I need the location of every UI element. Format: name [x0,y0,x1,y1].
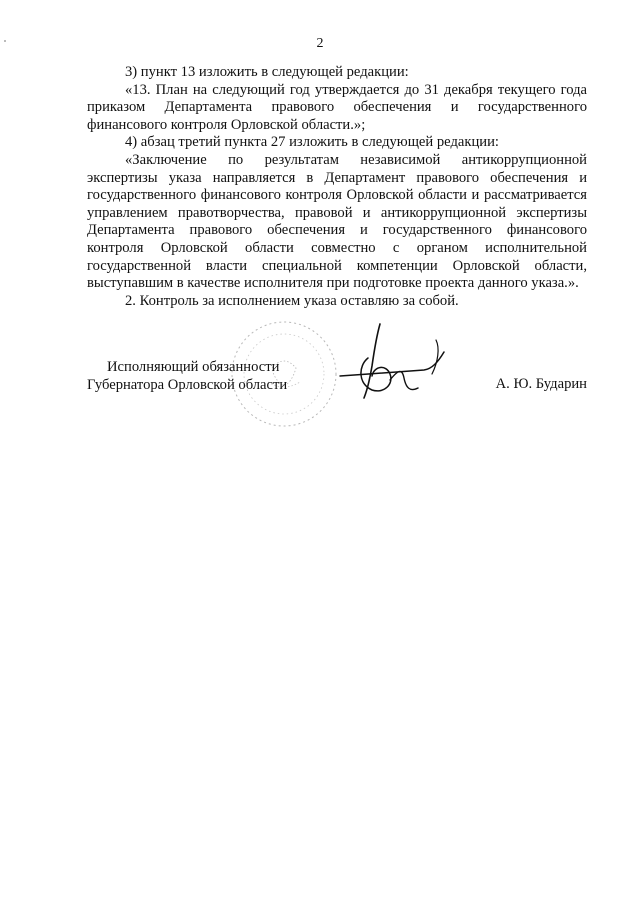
signatory-title [87,359,287,394]
signatory-title-line2: Губернатора Орловской области [87,376,288,393]
paragraph-quote-conclusion: «Заключение по результатам независимой антикоррупционной экспертизы указа направляется в Департамент правового обеспечения и государственного финансового контроля Орловской области и рассматривается управлением правотворчества, правовой и антикоррупционной экспертизы Департамента правового обеспечения и государственного финансового контроля Орловской области совместно с органом исполнительной государственной власти специальной компетенции Орловской области, выступавшим в качестве исполнителя при подготовке проекта данного указа.». [87,151,587,292]
signatory-title-line1: Исполняющий обязанности [107,359,280,375]
signatory-name: А. Ю. Бударин [495,376,587,392]
handwritten-signature [328,318,458,408]
paragraph-item-3: 3) пункт 13 изложить в следующей редакции: [125,64,409,80]
paragraph-item-4: 4) абзац третий пункта 27 изложить в следующей редакции: [125,134,499,151]
document-body [87,64,587,310]
page-number: 2 [316,36,324,51]
paragraph-control: 2. Контроль за исполнением указа оставляю за собой. [125,292,459,309]
paragraph-quote-13: «13. План на следующий год утверждается до 31 декабря текущего года приказом Департамента правового обеспечения и государственного финансового контроля Орловской области.»; [87,81,587,133]
